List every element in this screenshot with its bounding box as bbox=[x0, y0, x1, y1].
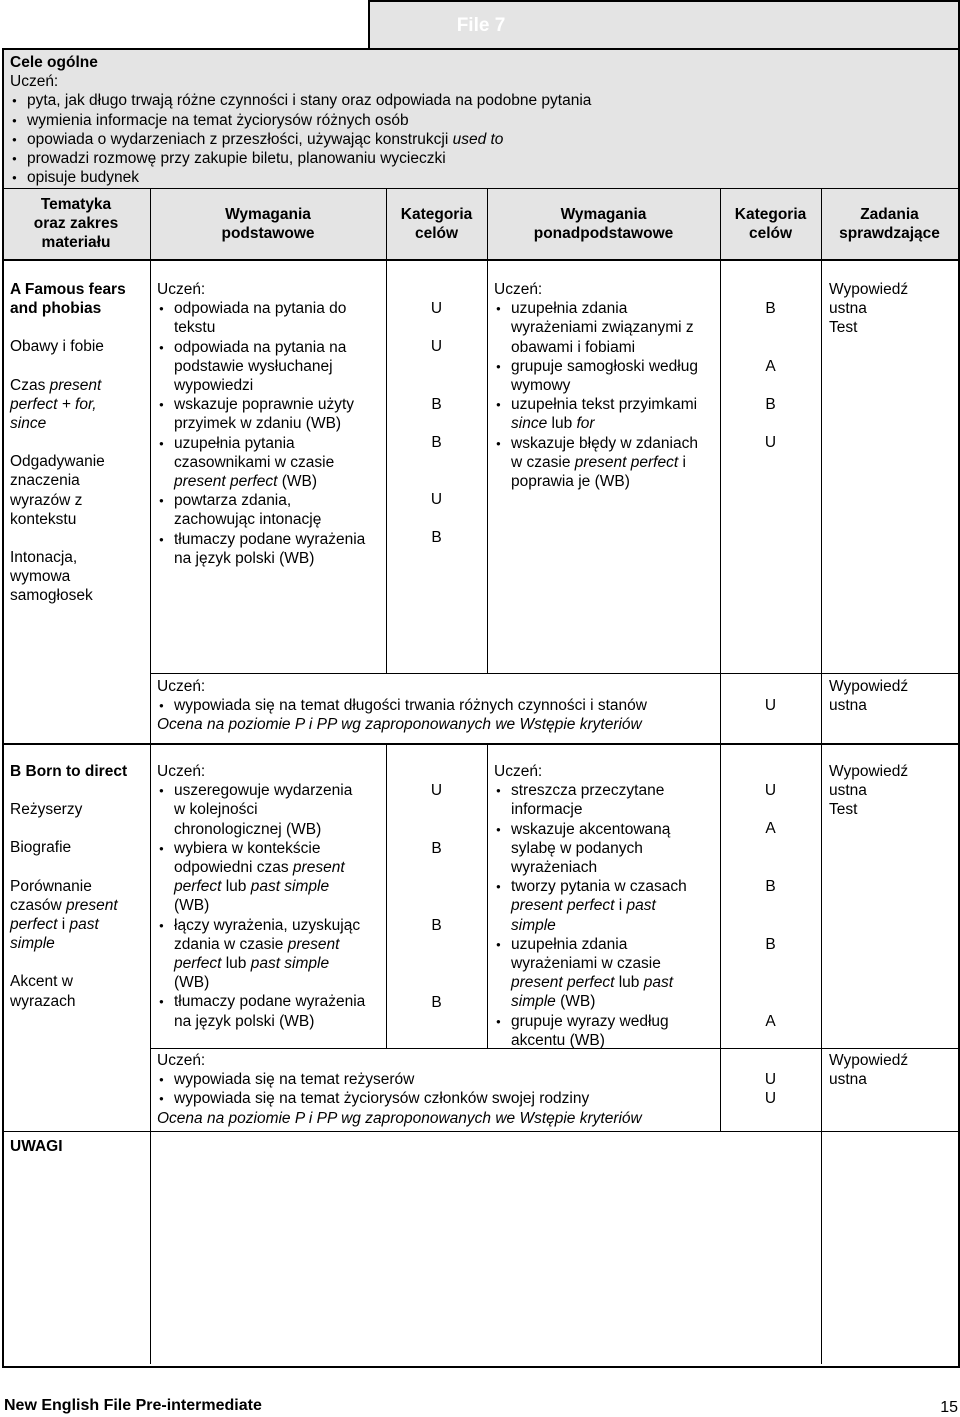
list-item bbox=[494, 1012, 718, 1050]
vrule-1 bbox=[150, 188, 151, 1364]
section-a-title bbox=[10, 280, 148, 318]
category: B bbox=[765, 878, 776, 895]
section-b-tasks bbox=[829, 762, 954, 820]
term: present perfect bbox=[511, 897, 615, 915]
header-basic bbox=[150, 205, 386, 243]
header-line: Wymagania bbox=[560, 206, 647, 223]
line bbox=[511, 453, 718, 472]
category: U bbox=[764, 1090, 777, 1108]
topic-term: present bbox=[49, 376, 102, 394]
task-line: ustna bbox=[829, 1071, 867, 1089]
category: B bbox=[431, 396, 442, 413]
list-item bbox=[157, 839, 383, 916]
section-a-summary bbox=[157, 677, 717, 735]
task-line: ustna bbox=[829, 782, 867, 800]
header-line: Tematyka bbox=[40, 196, 112, 213]
list-item bbox=[10, 130, 940, 149]
term: since bbox=[511, 415, 548, 433]
line: obawami i fobiami bbox=[511, 338, 636, 356]
text: i bbox=[682, 453, 686, 471]
vrule-3 bbox=[487, 188, 488, 673]
topic-line bbox=[10, 896, 148, 915]
line bbox=[174, 935, 383, 954]
list-item bbox=[157, 491, 383, 529]
topic-line: kontekstu bbox=[10, 510, 77, 528]
category: U bbox=[764, 782, 777, 799]
rule-a-sum-bottom bbox=[2, 743, 958, 745]
line: ● tworzy pytania w czasach bbox=[511, 878, 687, 896]
section-a-basic bbox=[157, 280, 383, 568]
list-item bbox=[157, 781, 383, 839]
line: ● wskazuje poprawnie użyty bbox=[174, 396, 355, 414]
topic-line: wyrazach bbox=[10, 992, 76, 1010]
term: perfect bbox=[174, 878, 222, 896]
category: B bbox=[431, 840, 442, 857]
notes-label: UWAGI bbox=[10, 1138, 63, 1155]
line: ● tłumaczy podane wyrażenia bbox=[174, 530, 366, 548]
header-line: Zadania bbox=[860, 206, 919, 223]
line: simple bbox=[511, 916, 556, 934]
rule-header-bottom bbox=[2, 259, 958, 261]
list-item: ● pyta, jak długo trwają różne czynności i stany oraz odpowiada na podobne pytania bbox=[10, 91, 940, 110]
line: ● powtarza zdania, bbox=[174, 492, 292, 510]
list-item bbox=[157, 434, 383, 492]
assessment-note: Ocena na poziomie P i PP wg zaproponowanych we Wstępie kryteriów bbox=[157, 1109, 642, 1127]
task-line: ustna bbox=[829, 300, 867, 318]
term: present bbox=[292, 859, 345, 877]
category: B bbox=[431, 917, 442, 934]
line bbox=[174, 877, 383, 896]
line bbox=[174, 858, 383, 877]
line: przyimek w zdaniu (WB) bbox=[174, 415, 342, 433]
uczen-label: Uczeń: bbox=[157, 1052, 206, 1069]
header-line: sprawdzające bbox=[839, 225, 940, 243]
task-line: Wypowiedź bbox=[829, 281, 909, 298]
term: past simple bbox=[250, 955, 330, 973]
text: (WB) bbox=[560, 993, 596, 1011]
category: B bbox=[765, 396, 776, 413]
line: ● odpowiada na pytania na bbox=[174, 338, 347, 356]
task-line: ustna bbox=[829, 697, 867, 715]
line: poprawia je (WB) bbox=[511, 473, 630, 491]
section-a-advanced bbox=[494, 280, 718, 491]
vrule-4 bbox=[720, 188, 721, 743]
line: akcentu (WB) bbox=[511, 1031, 605, 1049]
topic-line: Porównanie bbox=[10, 877, 92, 895]
line: wyrażeniami związanymi z bbox=[511, 319, 694, 337]
line: wyrażeniach bbox=[511, 859, 598, 877]
header-topics bbox=[2, 195, 150, 253]
header-tasks bbox=[821, 205, 958, 243]
list-item bbox=[157, 395, 383, 433]
term: past bbox=[643, 974, 674, 992]
line bbox=[511, 414, 718, 433]
line: ● tłumaczy podane wyrażenia bbox=[174, 993, 366, 1011]
term: past simple bbox=[250, 878, 330, 896]
title-line: A Famous fears bbox=[10, 281, 126, 298]
line: wymowy bbox=[511, 377, 571, 395]
text: i bbox=[618, 897, 623, 915]
term: simple bbox=[511, 993, 556, 1011]
rule-a-main-bottom bbox=[150, 673, 958, 674]
header-line: ponadpodstawowe bbox=[533, 225, 674, 243]
list-item bbox=[157, 916, 383, 993]
section-b-summary bbox=[157, 1051, 717, 1128]
footer-title: New English File Pre-intermediate bbox=[4, 1397, 262, 1414]
header-line: celów bbox=[414, 225, 459, 243]
list-item bbox=[494, 877, 718, 935]
summary-list bbox=[157, 696, 717, 715]
line: ● wybiera w kontekście bbox=[174, 839, 321, 857]
list-item bbox=[494, 434, 718, 492]
line: na język polski (WB) bbox=[174, 549, 315, 567]
topic-term: + for, bbox=[61, 395, 97, 413]
summary-list bbox=[157, 1070, 717, 1108]
line: ● uzupełnia pytania bbox=[174, 434, 295, 452]
topic-line: Odgadywanie bbox=[10, 453, 105, 471]
line: (WB) bbox=[174, 897, 210, 915]
category: U bbox=[430, 782, 443, 799]
text: lub bbox=[551, 415, 573, 433]
section-a-tasks bbox=[829, 280, 954, 338]
category: U bbox=[764, 1071, 777, 1088]
file-tag: File 7 bbox=[456, 15, 506, 36]
topic-line: Akcent w bbox=[10, 973, 73, 991]
basic-list bbox=[157, 781, 383, 1031]
task-line: Test bbox=[829, 319, 858, 337]
line: informacje bbox=[511, 801, 583, 819]
topic-text: Czas bbox=[10, 376, 46, 394]
list-item: ● prowadzi rozmowę przy zakupie biletu, planowaniu wycieczki bbox=[10, 149, 940, 168]
section-b-adv-cat bbox=[720, 781, 821, 1031]
category: B bbox=[765, 936, 776, 953]
line: czasownikami w czasie bbox=[174, 453, 335, 471]
term: present bbox=[287, 935, 340, 953]
line: (WB) bbox=[174, 974, 210, 992]
list-item bbox=[494, 395, 718, 433]
list-item: ● opisuje budynek bbox=[10, 168, 940, 187]
line: tekstu bbox=[174, 319, 216, 337]
line: sylabę w podanych bbox=[511, 839, 643, 857]
text: odpowiedni czas bbox=[174, 859, 289, 877]
line: na język polski (WB) bbox=[174, 1012, 315, 1030]
line bbox=[511, 973, 718, 992]
vrule-5 bbox=[821, 188, 822, 1364]
advanced-list bbox=[494, 299, 718, 491]
header-line: Wymagania bbox=[225, 206, 311, 223]
line: ● uszeregowuje wydarzenia bbox=[174, 782, 353, 800]
section-b-title: B Born to direct bbox=[10, 763, 128, 780]
section-b-advanced bbox=[494, 762, 718, 1050]
line: ● wskazuje błędy w zdaniach bbox=[511, 434, 698, 452]
section-a-summary-tasks bbox=[829, 677, 954, 715]
goals-section bbox=[10, 53, 940, 187]
section-a-summary-cat: U bbox=[764, 697, 777, 714]
section-a-topics bbox=[10, 280, 148, 606]
goals-uczen: Uczeń: bbox=[10, 73, 59, 91]
title-line: and phobias bbox=[10, 300, 102, 318]
topic-line: simple bbox=[10, 935, 55, 953]
topic-line: znaczenia bbox=[10, 472, 80, 490]
uczen-label: Uczeń: bbox=[494, 763, 543, 780]
text: zdania w czasie bbox=[174, 935, 284, 953]
topic-term: present bbox=[66, 896, 118, 914]
topic-term: perfect bbox=[10, 916, 58, 934]
used-to-term: used to bbox=[452, 130, 504, 148]
category: U bbox=[430, 338, 443, 355]
topic-line bbox=[10, 915, 148, 934]
header-line: Kategoria bbox=[400, 206, 473, 223]
section-b-summary-cat bbox=[720, 1070, 821, 1108]
goals-title: Cele ogólne bbox=[10, 54, 98, 71]
list-item bbox=[157, 530, 383, 568]
line: ● uzupełnia zdania bbox=[511, 300, 628, 318]
list-item: ● wypowiada się na temat długości trwania różnych czynności i stanów bbox=[157, 696, 717, 715]
task-line: Wypowiedź bbox=[829, 763, 909, 780]
term: past bbox=[626, 897, 656, 915]
category: A bbox=[765, 1013, 776, 1030]
header-line: podstawowe bbox=[221, 225, 315, 243]
basic-list bbox=[157, 299, 383, 568]
topic-line: samogłosek bbox=[10, 587, 93, 605]
term: present perfect bbox=[574, 453, 679, 471]
category: U bbox=[430, 300, 443, 317]
line: ● łączy wyrażenia, uzyskując bbox=[174, 916, 361, 934]
header-advanced bbox=[487, 205, 720, 243]
topic-line: wyrazów z bbox=[10, 491, 83, 509]
term: perfect bbox=[174, 955, 222, 973]
list-item bbox=[494, 781, 718, 819]
text: lub bbox=[618, 974, 640, 992]
header-line: celów bbox=[748, 225, 793, 243]
section-a-basic-cat bbox=[386, 299, 487, 547]
line: ● grupuje wyrazy według bbox=[511, 1012, 669, 1030]
page-number: 15 bbox=[940, 1399, 958, 1416]
category: B bbox=[765, 300, 776, 317]
line: w kolejności bbox=[174, 801, 258, 819]
topic-line: Intonacja, bbox=[10, 549, 78, 567]
category: B bbox=[431, 434, 442, 451]
text: (WB) bbox=[281, 473, 318, 491]
assessment-note: Ocena na poziomie P i PP wg zaproponowanych we Wstępie kryteriów bbox=[157, 716, 642, 734]
uczen-label: Uczeń: bbox=[157, 281, 206, 298]
section-a-adv-cat bbox=[720, 299, 821, 452]
topic-text: czasów bbox=[10, 896, 62, 914]
line: ● odpowiada na pytania do bbox=[174, 300, 347, 318]
text: w czasie bbox=[511, 453, 571, 471]
line: chronologicznej (WB) bbox=[174, 820, 322, 838]
text: lub bbox=[225, 955, 247, 973]
section-b-basic-cat bbox=[386, 781, 487, 1012]
line: wyrażeniami w czasie bbox=[511, 955, 661, 973]
topic-line: Obawy i fobie bbox=[10, 338, 104, 356]
line: podstawie wysłuchanej bbox=[174, 357, 333, 375]
line bbox=[174, 954, 383, 973]
list-item bbox=[157, 992, 383, 1030]
category: A bbox=[765, 820, 776, 837]
topic-text: i bbox=[61, 916, 66, 934]
list-item bbox=[157, 299, 383, 337]
topic-line: Biografie bbox=[10, 839, 72, 857]
task-line: Wypowiedź bbox=[829, 1052, 909, 1069]
topic-line: since bbox=[10, 415, 47, 433]
list-item: ● wypowiada się na temat życiorysów członków swojej rodziny bbox=[157, 1089, 717, 1108]
list-item bbox=[157, 338, 383, 396]
line: ● streszcza przeczytane bbox=[511, 782, 665, 800]
section-b-topics bbox=[10, 762, 148, 1011]
topic-line bbox=[10, 395, 148, 414]
line: ● uzupełnia tekst przyimkami bbox=[511, 396, 698, 414]
line bbox=[174, 472, 383, 491]
topic-line: Reżyserzy bbox=[10, 801, 83, 819]
rule-goals-bottom bbox=[2, 188, 958, 189]
header-category-2 bbox=[720, 205, 821, 243]
rule-b-topic-bottom bbox=[2, 1131, 150, 1132]
category: U bbox=[430, 491, 443, 508]
line bbox=[511, 896, 718, 915]
list-item bbox=[494, 820, 718, 878]
header-line: materiału bbox=[41, 234, 111, 252]
term: present perfect bbox=[511, 974, 615, 992]
section-b-basic bbox=[157, 762, 383, 1031]
header-line: Kategoria bbox=[734, 206, 807, 223]
term: for bbox=[576, 415, 595, 433]
topic-term: past bbox=[69, 916, 99, 934]
goals-list bbox=[10, 91, 940, 187]
list-item bbox=[494, 935, 718, 1012]
list-item: ● wypowiada się na temat reżyserów bbox=[157, 1070, 717, 1089]
line: zachowując intonację bbox=[174, 511, 322, 529]
uczen-label: Uczeń: bbox=[157, 678, 206, 695]
category: B bbox=[431, 529, 442, 546]
uczen-label: Uczeń: bbox=[494, 281, 543, 298]
vrule-3b bbox=[487, 743, 488, 1048]
list-item bbox=[494, 357, 718, 395]
header-line: oraz zakres bbox=[33, 215, 119, 233]
header-category-1 bbox=[386, 205, 487, 243]
list-item bbox=[494, 299, 718, 357]
uczen-label: Uczeń: bbox=[157, 763, 206, 780]
section-b-summary-tasks bbox=[829, 1051, 954, 1089]
line: ● uzupełnia zdania bbox=[511, 935, 628, 953]
task-line: Wypowiedź bbox=[829, 678, 909, 695]
list-item-text: opowiada o wydarzeniach z przeszłości, używając konstrukcji bbox=[27, 130, 453, 148]
category: B bbox=[431, 994, 442, 1011]
task-line: Test bbox=[829, 801, 858, 819]
line bbox=[511, 992, 718, 1011]
line: ● grupuje samogłoski według bbox=[511, 357, 698, 375]
line: ● wskazuje akcentowaną bbox=[511, 820, 671, 838]
topic-line: wymowa bbox=[10, 568, 71, 586]
topic-term: perfect bbox=[10, 395, 58, 413]
line: wypowiedzi bbox=[174, 377, 254, 395]
list-item: ● wymienia informacje na temat życiorysów różnych osób bbox=[10, 111, 940, 130]
text: lub bbox=[225, 878, 247, 896]
advanced-list bbox=[494, 781, 718, 1050]
category: A bbox=[765, 358, 776, 375]
term: present perfect bbox=[174, 473, 278, 491]
rule-b-sum-bottom bbox=[150, 1131, 958, 1132]
category: U bbox=[764, 434, 777, 451]
topic-line bbox=[10, 376, 148, 395]
